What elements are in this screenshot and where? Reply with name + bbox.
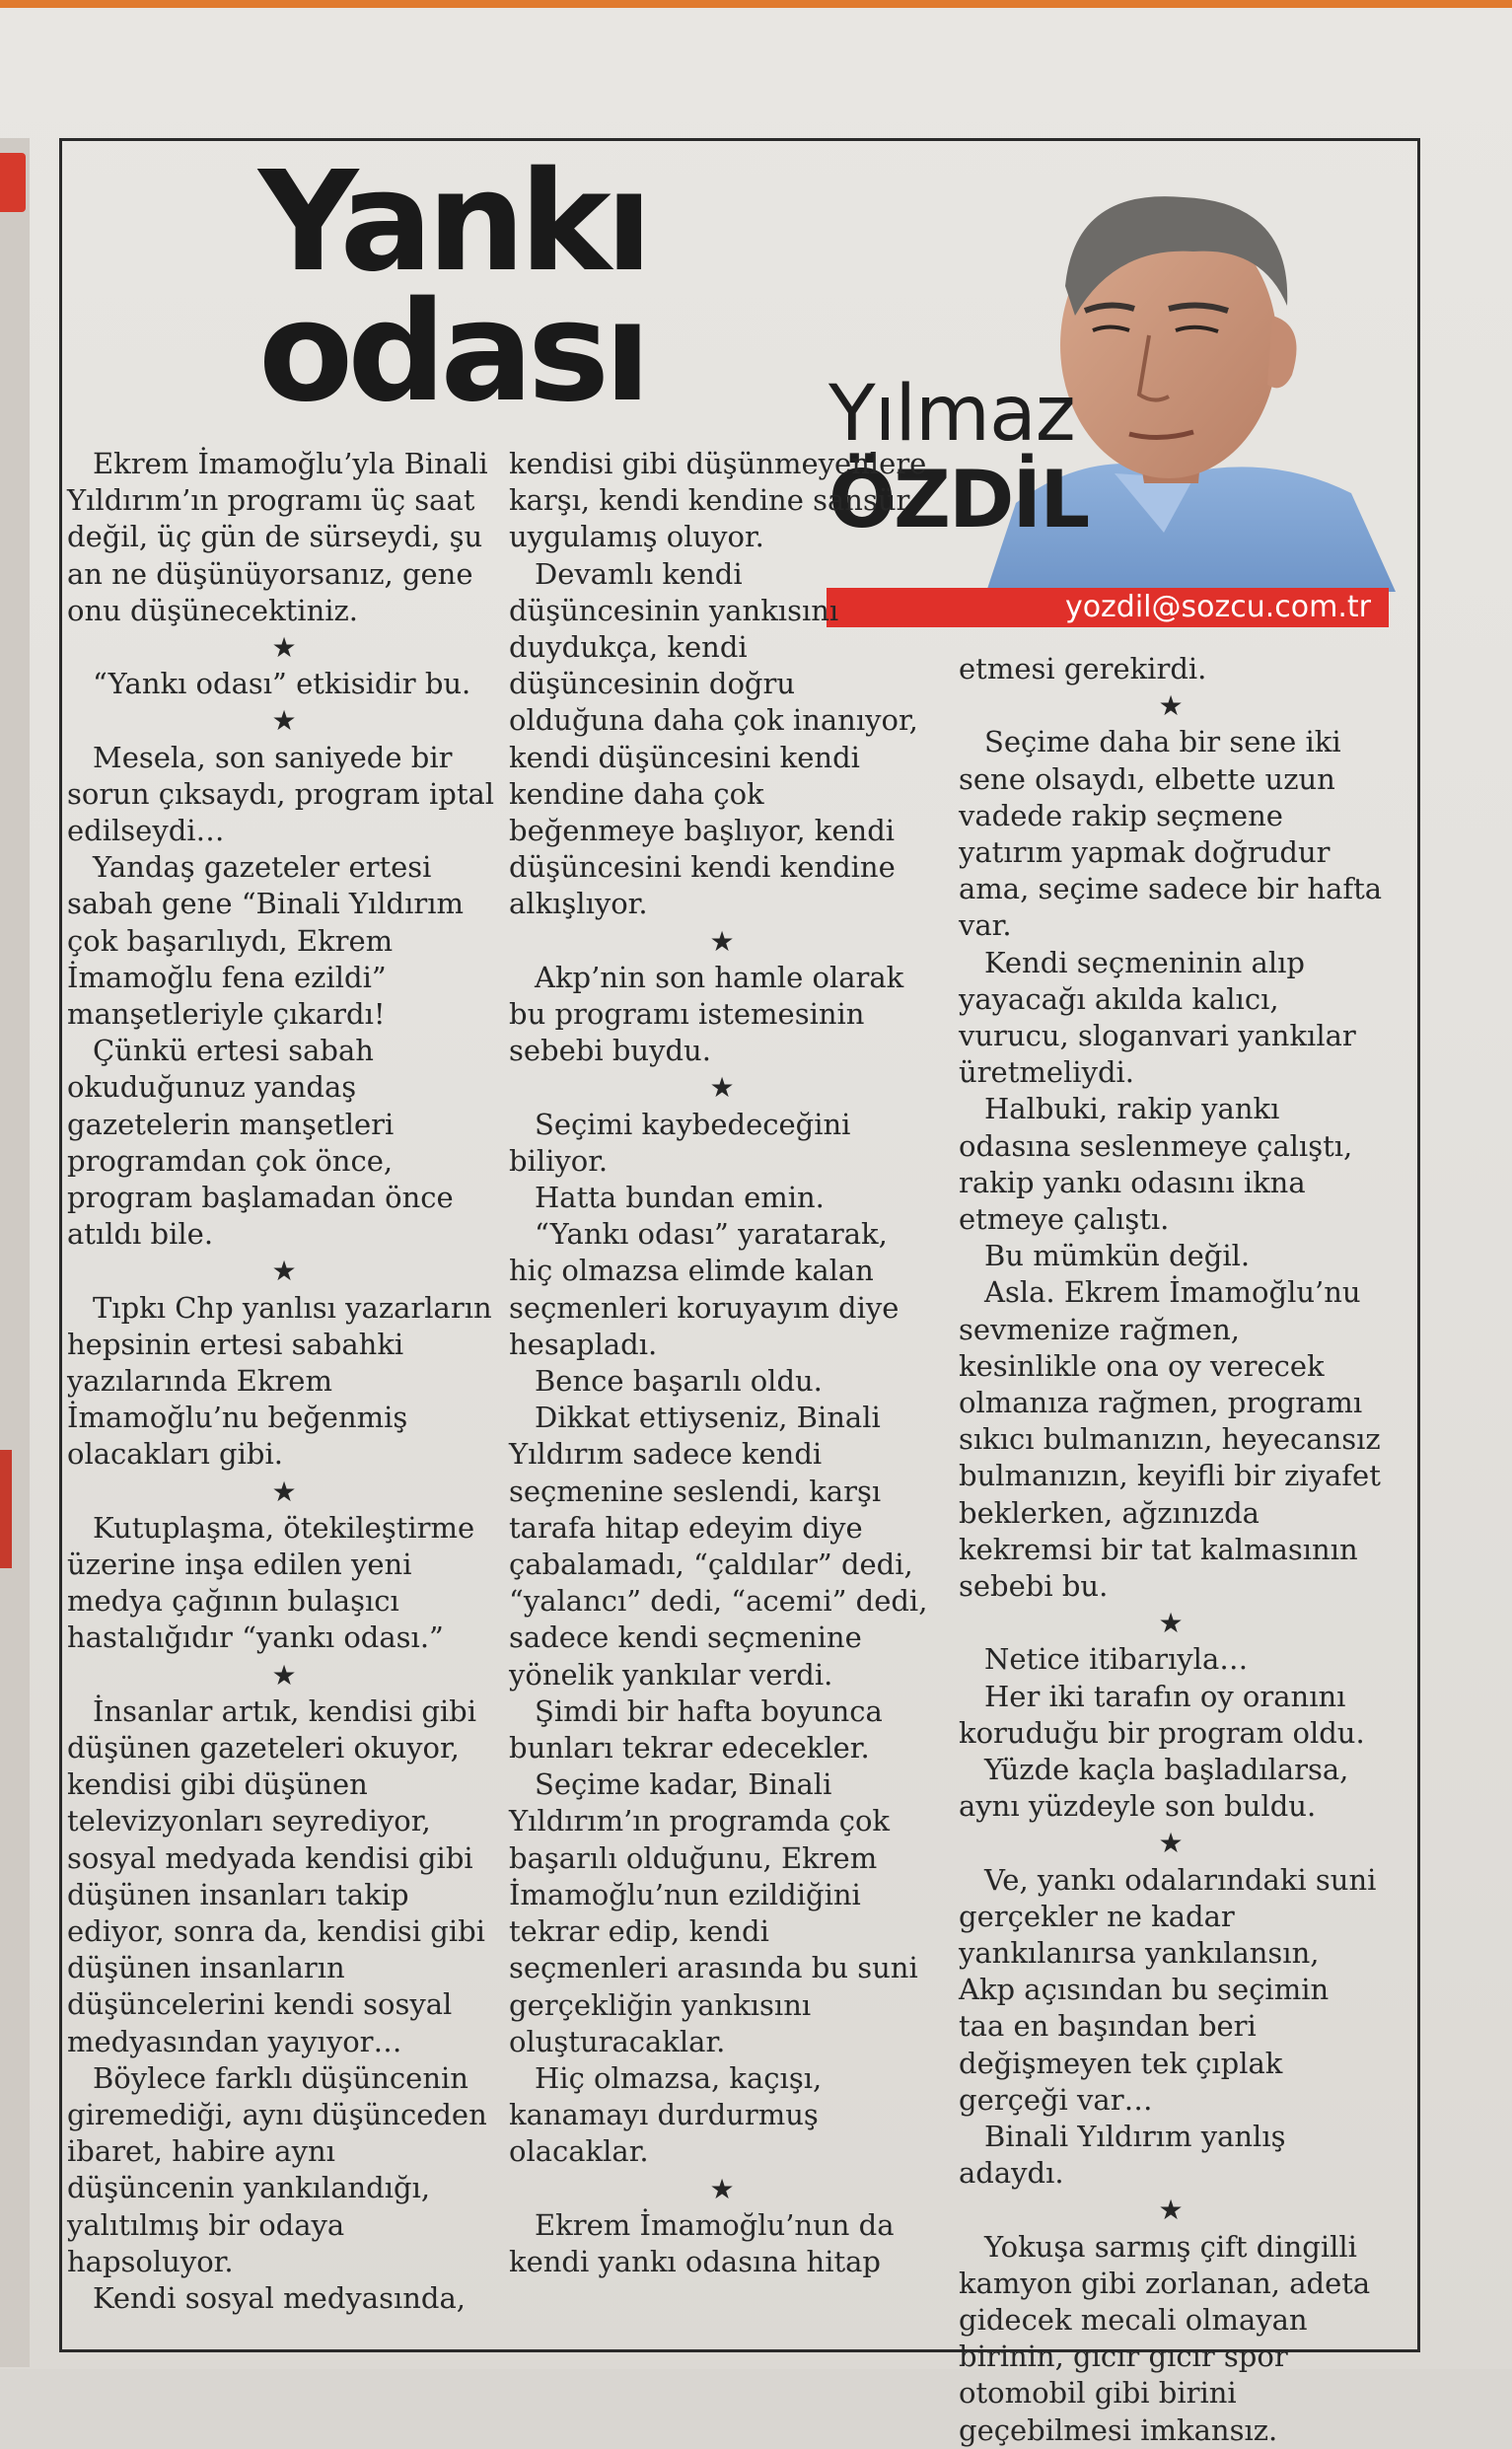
article-paragraph: Seçimi kaybedeceğini biliyor. <box>509 1107 851 1178</box>
author-email: yozdil@sozcu.com.tr <box>827 588 1389 627</box>
author-last-name: ÖZDİL <box>828 454 1089 545</box>
article-paragraph: Seçime daha bir sene iki sene olsaydı, elbette uzun vadede rakip seçmene yatırım yapmak doğrudur ama, seçime sadece bir hafta var. <box>959 725 1383 943</box>
red-margin-mark <box>0 1450 12 1568</box>
article-column-1 <box>67 446 501 2317</box>
article-paragraph: Binali Yıldırım yanlış adaydı. <box>959 2120 1286 2191</box>
article-paragraph: Ekrem İmamoğlu’nun da kendi yankı odasına hitap <box>509 2207 895 2278</box>
article-paragraph: Bence başarılı oldu. <box>535 1364 823 1399</box>
headline-line-1: Yankı <box>258 142 647 303</box>
article-paragraph: etmesi gerekirdi. <box>959 652 1207 685</box>
adjacent-page-edge <box>0 138 30 2367</box>
article-paragraph: Yokuşa sarmış çift dingilli kamyon gibi zorlanan, adeta gidecek mecali olmayan birinin, gıcır gıcır spor otomobil gibi birini geçebilmesi imkansız. <box>959 2229 1371 2447</box>
article-paragraph: Halbuki, rakip yankı odasına seslenmeye çalıştı, rakip yankı odasını ikna etmeye çalıştı. <box>959 1092 1353 1237</box>
article-paragraph: Devamlı kendi düşüncesinin yankısını duydukça, kendi düşüncesinin doğru olduğuna daha çok inanıyor, kendi düşüncesini kendi kendine daha çok beğenmeye başlıyor, kendi düşüncesini kendi kendine alkışlıyor. <box>509 556 918 921</box>
article-paragraph: Kendi seçmeninin alıp yayacağı akılda kalıcı, vurucu, sloganvari yankılar üretmeliydi. <box>959 945 1356 1090</box>
article-paragraph: Asla. Ekrem İmamoğlu’nu sevmenize rağmen, kesinlikle ona oy verecek olmanıza rağmen, programı sıkıcı bulmanızın, heyecansız bulmanızın, keyifli bir ziyafet beklerken, ağzınızda kekremsi bir tat kalmasının sebebi bu. <box>959 1275 1381 1604</box>
red-page-tab <box>0 153 26 212</box>
headline <box>258 142 653 433</box>
article-paragraph: Kendi sosyal medyasında, <box>93 2281 466 2316</box>
article-paragraph: Ve, yankı odalarındaki suni gerçekler ne kadar yankılanırsa yankılansın, Akp açısından bu seçimin taa en başından beri değişmeyen tek çıplak gerçeği var… <box>959 1862 1377 2117</box>
article-paragraph: Böylece farklı düşüncenin giremediği, aynı düşünceden ibaret, habire aynı düşüncenin yankılandığı, yalıtılmış bir odaya hapsoluyor. <box>67 2060 487 2278</box>
section-star-separator: ★ <box>1158 1607 1184 1640</box>
article-paragraph: Seçime kadar, Binali Yıldırım’ın programda çok başarılı olduğunu, Ekrem İmamoğlu’nun ezildiğini tekrar edip, kendi seçmenleri arasında bu suni gerçekliğin yankısını oluşturacaklar. <box>509 1767 918 2058</box>
article-paragraph: Dikkat ettiyseniz, Binali Yıldırım sadece kendi seçmenine seslendi, karşı tarafa hitap edeyim diye çabalamadı, “çaldılar” dedi, “yalancı” dedi, “acemi” dedi, sadece kendi seçmenine yönelik yankılar verdi. <box>509 1401 928 1692</box>
article-paragraph: Ekrem İmamoğlu’yla Binali Yıldırım’ın programı üç saat değil, üç gün de sürseydi, şu an ne düşünüyorsanız, gene onu düşünecektiniz. <box>67 447 488 627</box>
section-star-separator: ★ <box>709 1071 735 1105</box>
section-star-separator: ★ <box>1158 1827 1184 1860</box>
article-column-3 <box>959 651 1383 2449</box>
section-star-separator: ★ <box>271 631 297 665</box>
article-paragraph: Akp’nin son hamle olarak bu programı istemesinin sebebi buydu. <box>509 960 904 1068</box>
section-star-separator: ★ <box>709 924 735 958</box>
article-paragraph: Şimdi bir hafta boyunca bunları tekrar edecekler. <box>509 1693 883 1765</box>
section-star-separator: ★ <box>1158 2194 1184 2227</box>
section-star-separator: ★ <box>1158 689 1184 723</box>
ear-shape <box>1267 316 1297 388</box>
section-star-separator: ★ <box>271 1255 297 1288</box>
article-paragraph: “Yankı odası” etkisidir bu. <box>93 667 471 701</box>
article-paragraph: kendisi gibi düşünmeyenlere karşı, kendi kendine sansür uygulamış oluyor. <box>509 447 927 554</box>
headline-line-2: odası <box>258 272 646 433</box>
article-paragraph: Kutuplaşma, ötekileştirme üzerine inşa edilen yeni medya çağının bulaşıcı hastalığıdır “yankı odası.” <box>67 1510 475 1655</box>
article-paragraph: İnsanlar artık, kendisi gibi düşünen gazeteleri okuyor, kendisi gibi düşünen televizyonları seyrediyor, sosyal medyada kendisi gibi düşünen insanları takip ediyor, sonra da, kendisi gibi düşünen insanların düşüncelerini kendi sosyal medyasından yayıyor… <box>67 1693 485 2058</box>
author-first-name: Yılmaz <box>828 370 1075 459</box>
article-paragraph: Yüzde kaçla başladılarsa, aynı yüzdeyle son buldu. <box>959 1753 1349 1824</box>
article-paragraph: Hatta bundan emin. <box>535 1181 825 1215</box>
article-paragraph: Çünkü ertesi sabah okuduğunuz yandaş gazetelerin manşetleri programdan çok önce, program başlamadan önce atıldı bile. <box>67 1034 454 1252</box>
section-star-separator: ★ <box>271 1658 297 1692</box>
article-paragraph: Her iki tarafın oy oranını koruduğu bir program oldu. <box>959 1679 1365 1750</box>
article-paragraph: Bu mümkün değil. <box>984 1239 1251 1273</box>
article-paragraph: Mesela, son saniyede bir sorun çıksaydı, program iptal edilseydi… <box>67 740 495 847</box>
page-top-edge <box>0 0 1512 8</box>
article-paragraph: Yandaş gazeteler ertesi sabah gene “Binali Yıldırım çok başarılıydı, Ekrem İmamoğlu fena ezildi” manşetleriyle çıkardı! <box>67 850 465 1032</box>
article-paragraph: Netice itibarıyla… <box>984 1642 1249 1677</box>
article-paragraph: “Yankı odası” yaratarak, hiç olmazsa elimde kalan seçmenleri koruyayım diye hesapladı. <box>509 1217 900 1361</box>
article-column-2 <box>509 446 935 2280</box>
section-star-separator: ★ <box>709 2172 735 2205</box>
section-star-separator: ★ <box>271 1475 297 1508</box>
section-star-separator: ★ <box>271 704 297 738</box>
article-paragraph: Hiç olmazsa, kaçışı, kanamayı durdurmuş olacaklar. <box>509 2060 823 2169</box>
article-paragraph: Tıpkı Chp yanlısı yazarların hepsinin ertesi sabahki yazılarında Ekrem İmamoğlu’nu beğenmiş olacakları gibi. <box>67 1290 492 1472</box>
